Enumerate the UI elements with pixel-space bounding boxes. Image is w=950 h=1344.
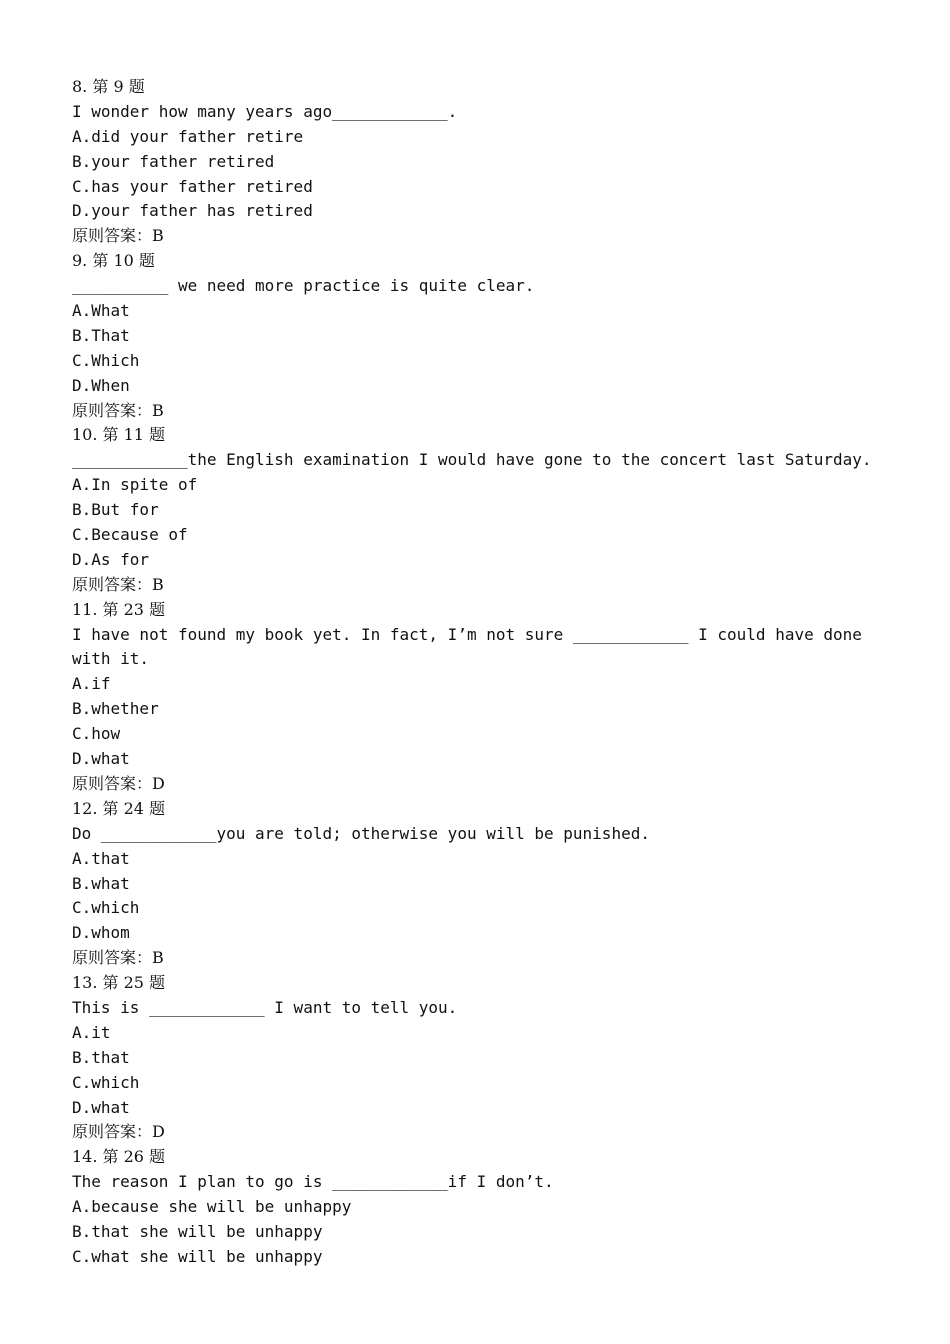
option-c: C.Which <box>72 350 140 370</box>
question-block <box>72 249 872 423</box>
question-heading: 9. 第 10 题 <box>72 251 155 271</box>
standard-answer: 原则答案：B <box>72 400 164 420</box>
option-a: A.because she will be unhappy <box>72 1197 352 1217</box>
document-page <box>72 75 872 1270</box>
option-b: B.that she will be unhappy <box>72 1221 323 1241</box>
option-b: B.what <box>72 873 130 893</box>
question-heading: 10. 第 11 题 <box>72 425 166 445</box>
question-stem: __________ we need more practice is quite clear. <box>72 276 535 296</box>
option-c: C.what she will be unhappy <box>72 1246 323 1266</box>
option-a: A.it <box>72 1022 111 1042</box>
option-b: B.That <box>72 325 130 345</box>
standard-answer: 原则答案：B <box>72 226 164 246</box>
option-a: A.did your father retire <box>72 126 304 146</box>
option-d: D.As for <box>72 549 150 569</box>
option-c: C.how <box>72 724 121 744</box>
option-a: A.if <box>72 674 111 694</box>
standard-answer: 原则答案：B <box>72 948 164 968</box>
question-heading: 8. 第 9 题 <box>72 77 145 96</box>
standard-answer: 原则答案：B <box>72 574 164 594</box>
option-d: D.what <box>72 1097 130 1117</box>
option-a: A.In spite of <box>72 475 198 495</box>
question-heading: 12. 第 24 题 <box>72 798 166 818</box>
question-heading: 11. 第 23 题 <box>72 599 166 619</box>
question-stem: ____________the English examination I would have gone to the concert last Saturday. <box>72 450 872 470</box>
option-d: D.When <box>72 375 130 395</box>
option-d: D.your father has retired <box>72 201 313 221</box>
option-d: D.what <box>72 749 130 769</box>
standard-answer: 原则答案：D <box>72 1122 165 1142</box>
question-stem: Do ____________you are told; otherwise you will be punished. <box>72 823 650 843</box>
option-a: A.What <box>72 301 130 321</box>
standard-answer: 原则答案：D <box>72 773 165 793</box>
question-stem: This is ____________ I want to tell you. <box>72 997 458 1017</box>
question-block <box>72 598 872 797</box>
question-stem: I wonder how many years ago____________. <box>72 101 458 121</box>
option-a: A.that <box>72 848 130 868</box>
option-c: C.has your father retired <box>72 176 313 196</box>
question-heading: 14. 第 26 题 <box>72 1147 166 1167</box>
question-block <box>72 75 872 249</box>
question-block <box>72 423 872 597</box>
question-heading: 13. 第 25 题 <box>72 973 166 993</box>
option-b: B.that <box>72 1047 130 1067</box>
option-b: B.whether <box>72 699 159 719</box>
question-block <box>72 797 872 971</box>
question-block <box>72 971 872 1145</box>
question-stem-line-2: with it. <box>72 649 150 669</box>
question-stem: The reason I plan to go is ____________if I don’t. <box>72 1172 554 1192</box>
option-c: C.Because of <box>72 525 188 545</box>
option-d: D.whom <box>72 923 130 943</box>
option-c: C.which <box>72 1072 140 1092</box>
option-b: B.your father retired <box>72 151 275 171</box>
question-stem-line-1: I have not found my book yet. In fact, I’m not sure ____________ I could have done <box>72 624 862 644</box>
question-block <box>72 1145 872 1269</box>
option-b: B.But for <box>72 500 159 520</box>
option-c: C.which <box>72 898 140 918</box>
